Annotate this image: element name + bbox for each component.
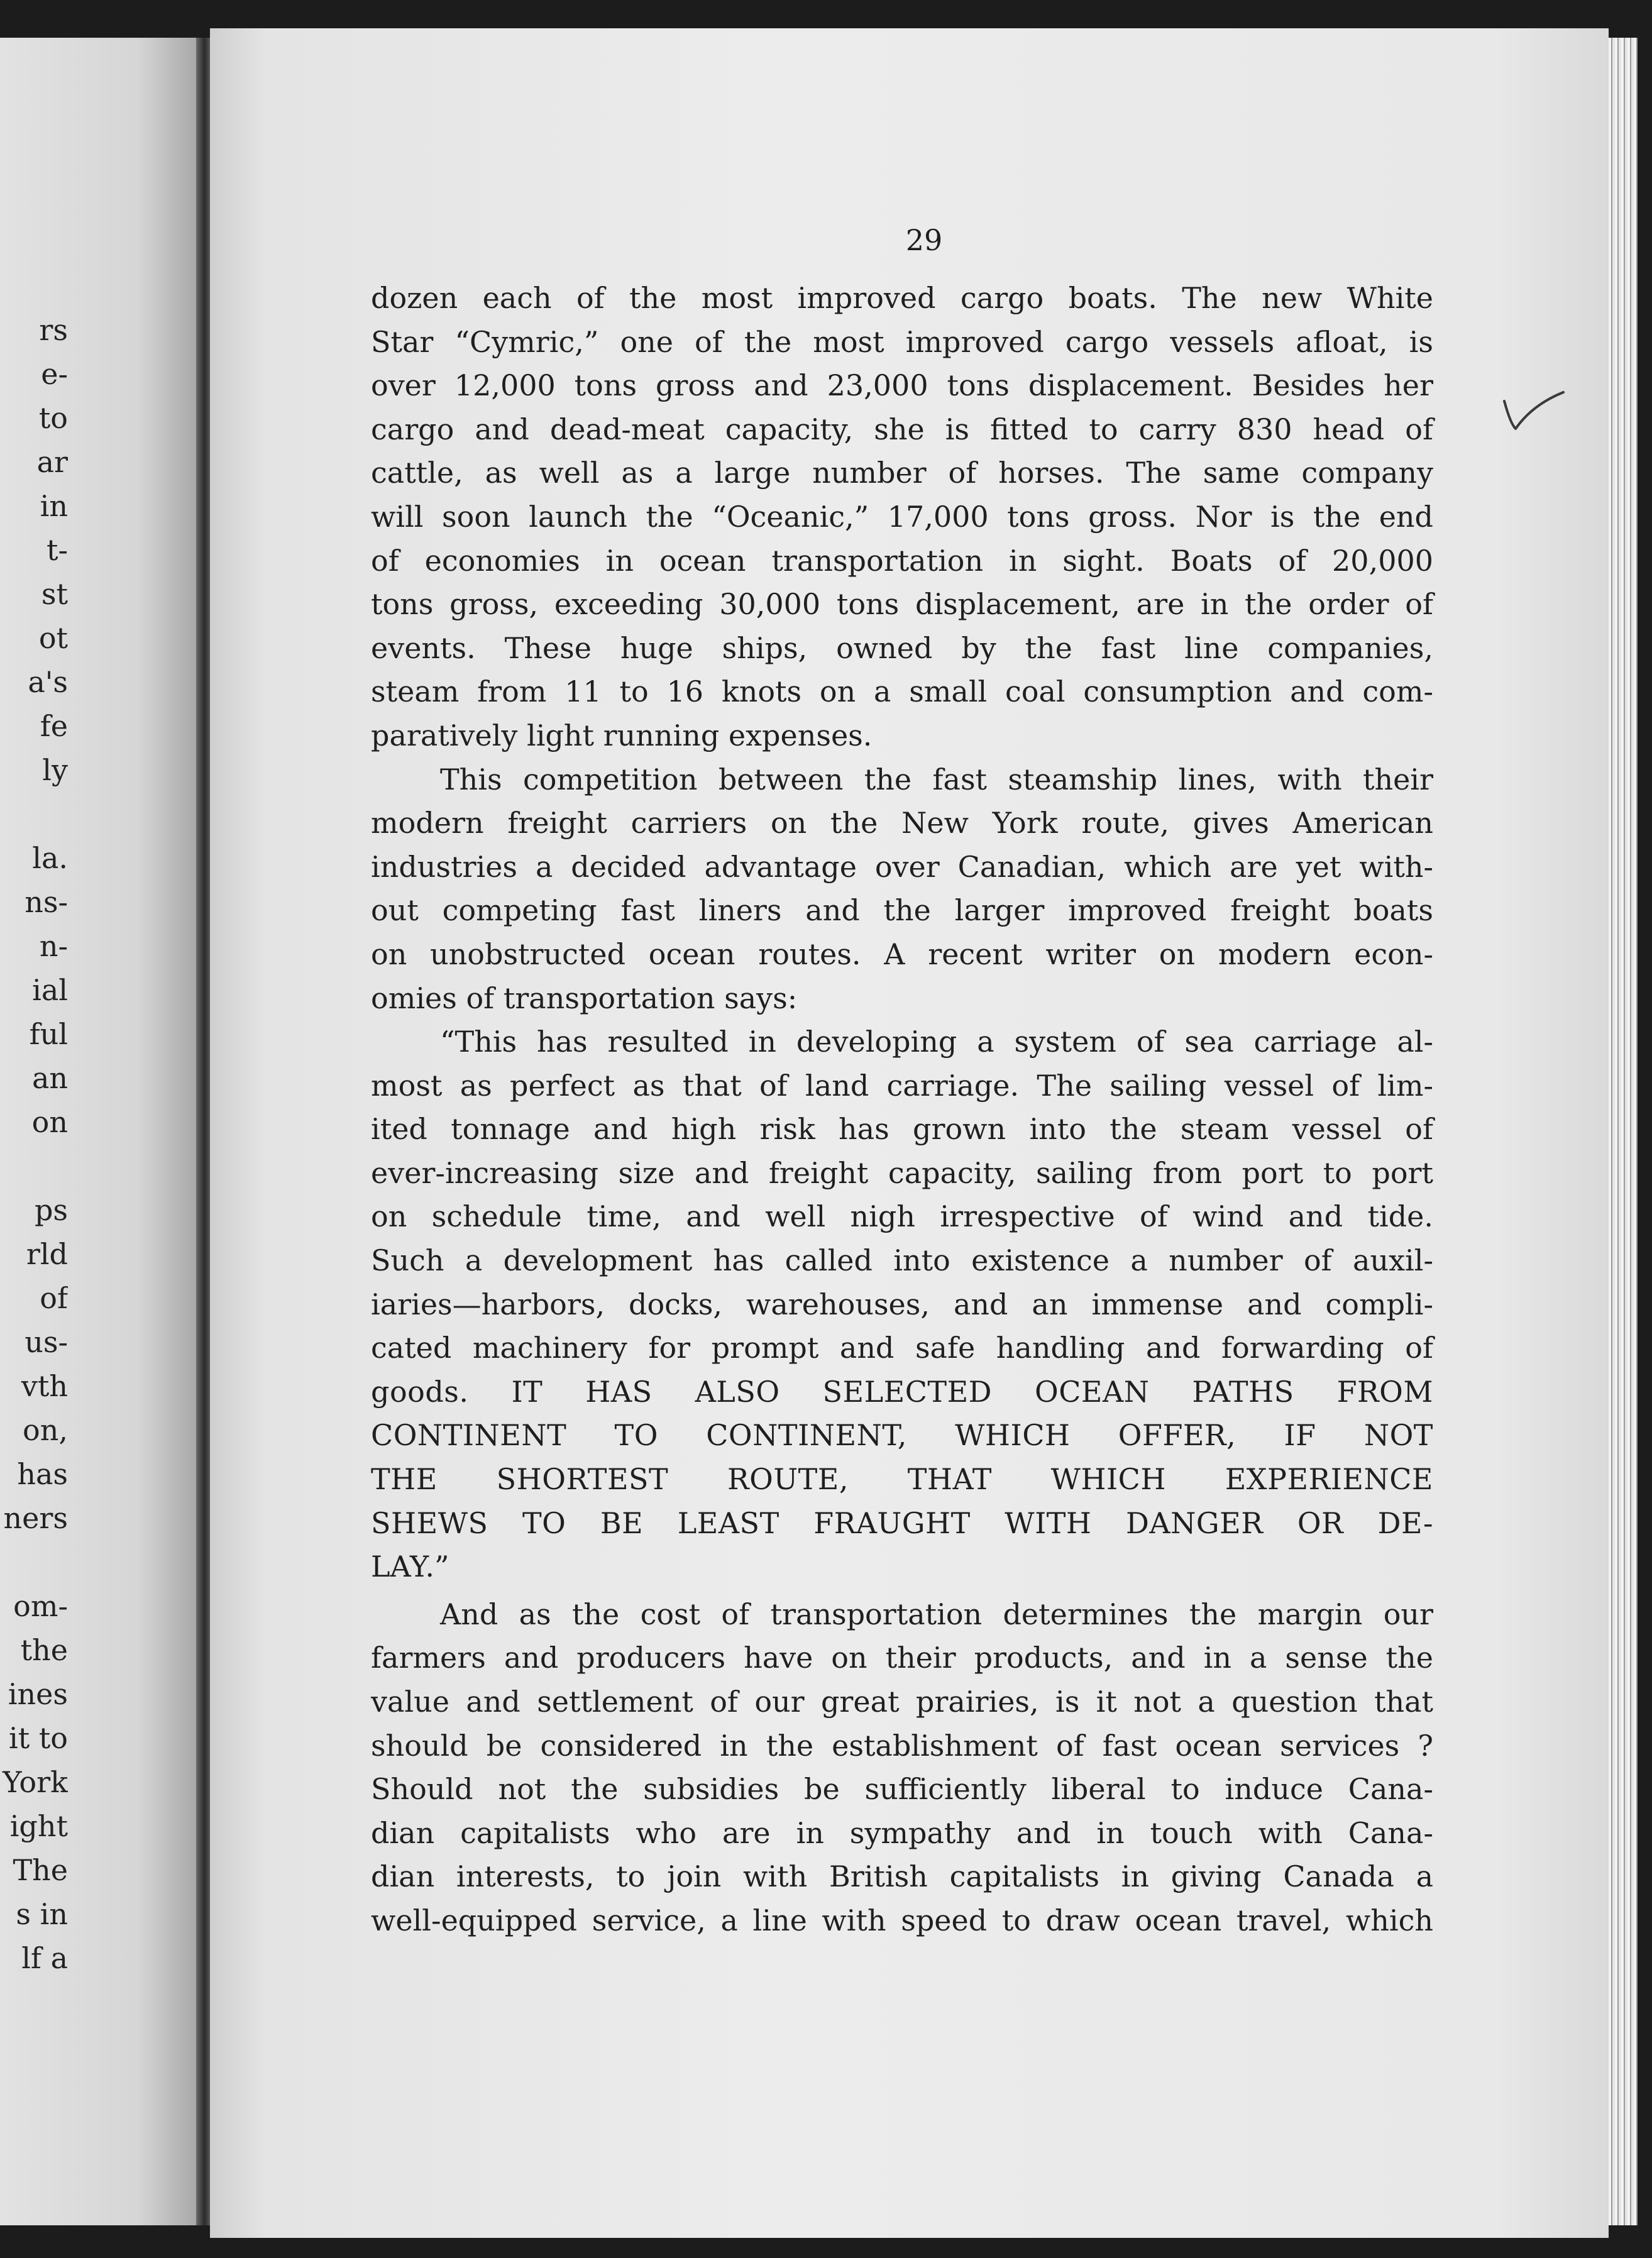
left-fragment: us- [25, 1325, 68, 1359]
paragraph [371, 758, 1433, 1021]
left-fragment: fe [40, 709, 68, 743]
text-line: omies of transportation says: [371, 981, 798, 1015]
text-line: ever-increasing size and freight capacity, sailing from port to port [371, 1155, 1433, 1190]
left-fragment: st [41, 577, 68, 611]
text-line: most as perfect as that of land carriage. The sailing vessel of lim- [371, 1068, 1433, 1103]
left-fragment: The [13, 1853, 68, 1887]
text-line: on schedule time, and well nigh irrespective of wind and tide. [371, 1199, 1433, 1234]
left-fragment [0, 792, 68, 836]
handwritten-check-mark [1499, 383, 1568, 440]
left-fragment: ial [32, 973, 68, 1007]
left-fragment: rs [39, 313, 68, 347]
left-fragment: ines [8, 1677, 68, 1711]
text-line: ited tonnage and high risk has grown into the steam vessel of [371, 1112, 1433, 1147]
left-fragment: ners [3, 1501, 68, 1535]
text-line: SHEWS TO BE LEAST FRAUGHT WITH DANGER OR DE- [371, 1506, 1433, 1540]
left-fragment: on [31, 1105, 68, 1139]
left-fragment: an [31, 1061, 68, 1095]
left-fragment: ot [38, 621, 68, 655]
text-line: goods. IT HAS ALSO SELECTED OCEAN PATHS FROM [371, 1374, 1433, 1409]
paragraph [371, 1593, 1433, 1943]
text-line: well-equipped service, a line with speed to draw ocean travel, which [371, 1903, 1433, 1937]
text-line: value and settlement of our great prairies, is it not a question that [371, 1685, 1433, 1719]
text-line: steam from 11 to 16 knots on a small coal consumption and com- [371, 675, 1433, 709]
left-fragment: t- [46, 533, 68, 567]
left-fragment: ly [42, 753, 68, 787]
left-fragment: ns- [25, 885, 68, 919]
left-fragment: the [20, 1633, 68, 1667]
text-line: farmers and producers have on their products, and in a sense the [371, 1641, 1433, 1675]
left-page-text-fragments [0, 308, 68, 1980]
left-fragment: om- [13, 1589, 68, 1623]
left-fragment: it to [9, 1721, 68, 1755]
text-line: dian interests, to join with British capitalists in giving Canada a [371, 1859, 1433, 1894]
text-line: Such a development has called into existence a number of auxil- [371, 1243, 1433, 1278]
text-line: cattle, as well as a large number of horses. The same company [371, 456, 1433, 490]
left-fragment: on, [23, 1413, 68, 1447]
left-fragment: York [3, 1765, 68, 1799]
left-fragment: ight [9, 1809, 68, 1843]
text-line: paratively light running expenses. [371, 718, 873, 752]
text-line: cargo and dead-meat capacity, she is fitted to carry 830 head of [371, 412, 1433, 446]
text-line: This competition between the fast steamship lines, with their [440, 762, 1433, 796]
left-fragment: ful [29, 1017, 68, 1051]
text-line: LAY.” [371, 1550, 449, 1584]
text-line: on unobstructed ocean routes. A recent writer on modern econ- [371, 937, 1433, 971]
page-number: 29 [905, 223, 943, 257]
text-line: cated machinery for prompt and safe handling and forwarding of [371, 1331, 1433, 1365]
left-fragment: ps [34, 1193, 68, 1227]
text-line: And as the cost of transportation determines the margin our [440, 1597, 1433, 1631]
book-gutter [196, 38, 210, 2225]
text-line: industries a decided advantage over Canadian, which are yet with- [371, 849, 1433, 884]
left-fragment: rld [26, 1237, 68, 1271]
left-fragment [0, 1144, 68, 1188]
text-line: of economies in ocean transportation in sight. Boats of 20,000 [371, 543, 1433, 578]
text-line: should be considered in the establishment of fast ocean services ? [371, 1728, 1433, 1763]
left-fragment: s in [16, 1897, 68, 1931]
text-line: tons gross, exceeding 30,000 tons displacement, are in the order of [371, 587, 1433, 622]
text-line: will soon launch the “Oceanic,” 17,000 tons gross. Nor is the end [371, 499, 1433, 534]
left-fragment: in [40, 489, 68, 523]
left-fragment: of [40, 1281, 68, 1315]
text-line: over 12,000 tons gross and 23,000 tons displacement. Besides her [371, 368, 1433, 403]
text-line: iaries—harbors, docks, warehouses, and an immense and compli- [371, 1287, 1433, 1321]
text-line: THE SHORTEST ROUTE, THAT WHICH EXPERIENCE [371, 1462, 1433, 1497]
text-line: CONTINENT TO CONTINENT, WHICH OFFER, IF NOT [371, 1418, 1433, 1453]
left-fragment: ar [36, 445, 68, 479]
body-text [371, 277, 1433, 1943]
left-fragment: vth [21, 1369, 68, 1403]
text-line: dian capitalists who are in sympathy and in touch with Cana- [371, 1815, 1433, 1850]
left-fragment: lf a [21, 1941, 68, 1975]
left-page [0, 38, 196, 2225]
text-line: dozen each of the most improved cargo boats. The new White [371, 281, 1433, 315]
left-fragment: to [38, 401, 68, 435]
text-line: events. These huge ships, owned by the fast line companies, [371, 631, 1433, 665]
page-edges [1609, 38, 1638, 2225]
left-fragment: has [17, 1457, 68, 1491]
text-line: Should not the subsidies be sufficiently liberal to induce Cana- [371, 1772, 1433, 1807]
text-line: modern freight carriers on the New York route, gives American [371, 806, 1433, 840]
paragraph [371, 277, 1433, 758]
left-fragment [0, 1540, 68, 1584]
left-fragment: a's [28, 665, 68, 699]
text-line: out competing fast liners and the larger improved freight boats [371, 893, 1433, 928]
text-line: Star “Cymric,” one of the most improved cargo vessels afloat, is [371, 324, 1433, 359]
left-fragment: la. [32, 841, 68, 875]
left-fragment: n- [39, 929, 68, 963]
left-fragment: e- [41, 357, 68, 391]
text-line: “This has resulted in developing a system of sea carriage al- [440, 1025, 1433, 1059]
block-quotation [371, 1020, 1433, 1589]
